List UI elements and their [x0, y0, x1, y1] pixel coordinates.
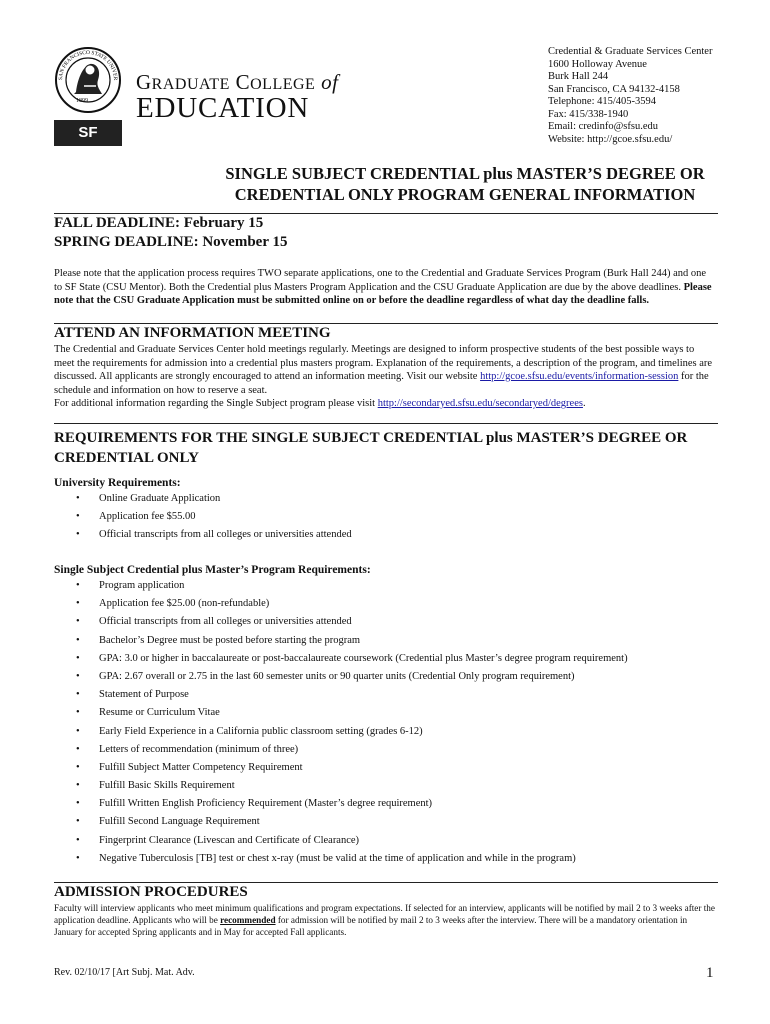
- revision-note: Rev. 02/10/17 [Art Subj. Mat. Adv.: [54, 967, 195, 978]
- document-title: SINGLE SUBJECT CREDENTIAL plus MASTER’S DEGREE OR CREDENTIAL ONLY PROGRAM GENERAL INFORMATION: [225, 164, 705, 204]
- info-meeting-heading: ATTEND AN INFORMATION MEETING: [54, 325, 331, 341]
- list-item: • Fingerprint Clearance (Livescan and Certificate of Clearance): [76, 834, 360, 846]
- list-item: • Fulfill Written English Proficiency Requirement (Master’s degree requirement): [76, 798, 433, 810]
- secondary-ed-degrees-link[interactable]: http://secondaryed.sfsu.edu/secondaryed/degrees: [377, 398, 583, 409]
- list-item: • Early Field Experience in a California public classroom setting (grades 6-12): [76, 725, 423, 737]
- intro-bold-note: Please note that the CSU Graduate Application must be submitted online on or before the deadline regardless of what day the deadline falls.: [54, 281, 712, 306]
- list-item: • Bachelor’s Degree must be posted before starting the program: [76, 634, 361, 646]
- admission-paragraph: Faculty will interview applicants who meet minimum qualifications and program expectations. If selected for an interview, applicants will be notified by mail 2 to 3 weeks after the application deadline. Applicants who will be recommended for admission will be notified by mail 2 to 3 weeks after the interview. There will be a mandatory orientation in January for accepted Spring applicants and in May for accepted Fall applicants.: [54, 903, 715, 937]
- university-requirements-heading: University Requirements:: [54, 477, 181, 489]
- info-session-link[interactable]: http://gcoe.sfsu.edu/events/information-session: [480, 371, 679, 382]
- university-requirements-list: [72, 490, 352, 545]
- intro-paragraph: Please note that the application process requires TWO separate applications, one to the Credential and Graduate Services Program (Burk Hall 244) and one to SF State (CSU Mentor). Both the Credential plus Masters Program Application and the CSU Graduate Application are due by the above deadlines. Please note that the CSU Graduate Application must be submitted online on or before the deadline regardless of what day the deadline falls.: [54, 268, 712, 306]
- address-line: Burk Hall 244: [548, 71, 609, 82]
- fax-line: Fax: 415/338-1940: [548, 108, 629, 120]
- sf-state-badge-text: SF STATE: [64, 124, 112, 163]
- list-item: • Official transcripts from all colleges or universities attended: [76, 529, 352, 541]
- list-item: • Official transcripts from all colleges or universities attended: [76, 616, 352, 628]
- address-line: Credential & Graduate Services Center: [548, 46, 713, 57]
- list-item: • Program application: [76, 580, 185, 591]
- list-item: • Fulfill Subject Matter Competency Requirement: [76, 761, 303, 773]
- list-item: • GPA: 2.67 overall or 2.75 in the last 60 semester units or 90 quarter units (Credential Only program requirement): [76, 670, 575, 682]
- list-item: • GPA: 3.0 or higher in baccalaureate or post-baccalaureate coursework (Credential plus Master’s degree program requirement): [76, 652, 628, 664]
- divider: [54, 423, 718, 424]
- list-item: • Statement of Purpose: [76, 689, 189, 701]
- page-number: 1: [706, 965, 714, 981]
- address-line: 1600 Holloway Avenue: [548, 58, 647, 70]
- address-line: San Francisco, CA 94132-4158: [548, 83, 680, 95]
- recommended-emphasis: recommended: [220, 915, 276, 925]
- list-item: • Fulfill Second Language Requirement: [76, 816, 260, 828]
- list-item: • Resume or Curriculum Vitae: [76, 707, 220, 719]
- program-requirements-heading: Single Subject Credential plus Master’s Program Requirements:: [54, 564, 371, 576]
- telephone-line: Telephone: 415/405-3594: [548, 96, 657, 107]
- list-item: • Application fee $25.00 (non-refundable): [76, 598, 270, 610]
- list-item: • Application fee $55.00: [76, 511, 196, 523]
- divider: [54, 213, 718, 214]
- seal-year: 1899: [76, 98, 88, 104]
- divider: [54, 323, 718, 324]
- email-line[interactable]: Email: credinfo@sfsu.edu: [548, 121, 658, 132]
- college-name-line1: GRADUATE COLLEGE of: [136, 70, 339, 94]
- spring-deadline: SPRING DEADLINE: November 15: [54, 234, 288, 250]
- admission-procedures-heading: ADMISSION PROCEDURES: [54, 884, 248, 900]
- website-line[interactable]: Website: http://gcoe.sfsu.edu/: [548, 133, 673, 145]
- college-name-line2: EDUCATION: [136, 92, 310, 124]
- divider: [54, 882, 718, 883]
- requirements-heading: REQUIREMENTS FOR THE SINGLE SUBJECT CREDENTIAL plus MASTER’S DEGREE OR CREDENTIAL ONLY: [54, 430, 688, 466]
- sf-state-logo: [54, 46, 122, 163]
- contact-address-block: [548, 46, 712, 146]
- program-requirements-list: [72, 577, 628, 868]
- list-item: • Letters of recommendation (minimum of three): [76, 743, 299, 755]
- info-meeting-paragraph: The Credential and Graduate Services Center hold meetings regularly. Meetings are designed to inform prospective students of the best possible ways to meet the requirements for admission into a credential plus masters program. Explanation of the requirements, a description of the program, and timelines are discussed. All applicants are strongly encouraged to attend an information meeting. Visit our website http://gcoe.sfsu.edu/events/information-session for the schedule and information on how to reserve a seat. For additional information regarding the Single Subject program please visit http://secondaryed.sfsu.edu/secondaryed/degrees.: [54, 344, 713, 409]
- list-item: • Fulfill Basic Skills Requirement: [76, 780, 235, 792]
- list-item: • Negative Tuberculosis [TB] test or chest x-ray (must be valid at the time of application and while in the program): [76, 852, 576, 864]
- seal-text: SAN FRANCISCO STATE UNIVER: [57, 49, 119, 81]
- fall-deadline: FALL DEADLINE: February 15: [54, 215, 264, 231]
- list-item: • Online Graduate Application: [76, 493, 221, 504]
